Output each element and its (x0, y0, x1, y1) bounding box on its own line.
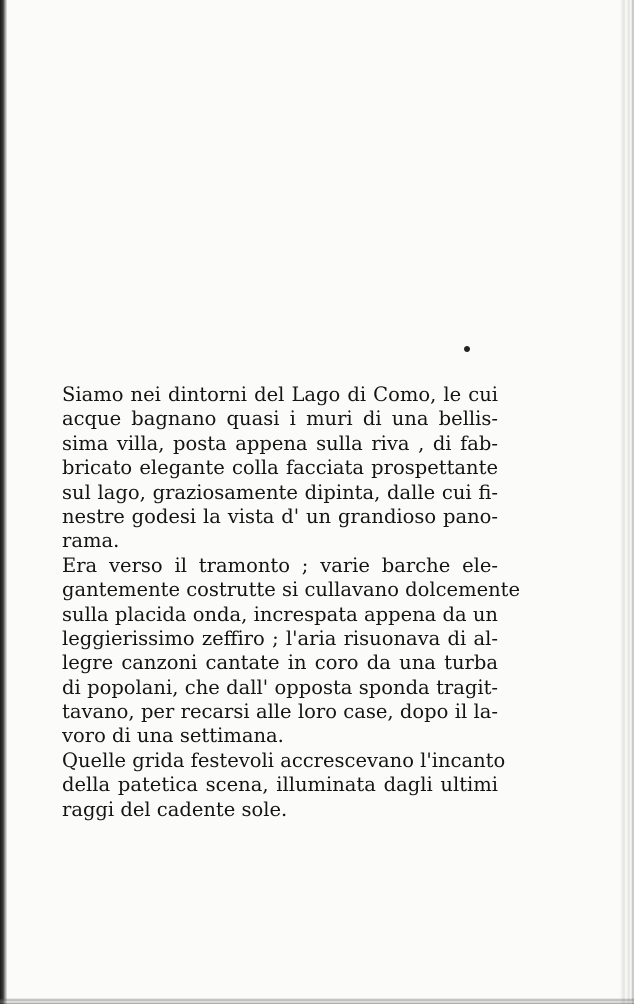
text-line: sul lago, graziosamente dipinta, dalle cui fi- (62, 480, 498, 504)
text-line: di popolani, che dall' opposta sponda tragit- (62, 675, 498, 699)
text-line: raggi del cadente sole. (62, 797, 288, 821)
text-line: sima villa, posta appena sulla riva , di fab- (62, 431, 498, 455)
text-line: sulla placida onda, increspata appena da un (62, 602, 498, 626)
text-line: Siamo nei dintorni del Lago di Como, le cui (62, 383, 498, 406)
text-line: voro di una settimana. (62, 724, 284, 748)
text-line: legre canzoni cantate in coro da una turba (62, 651, 498, 675)
text-line: leggierissimo zeffiro ; l'aria risuonava di al- (62, 626, 498, 650)
text-line: nestre godesi la vista d' un grandioso pano- (62, 504, 498, 528)
book-spine-edge (0, 0, 7, 1004)
paragraph-2 (62, 553, 521, 749)
page-right-edge (600, 0, 634, 1004)
page-bottom-edge (0, 994, 634, 1004)
text-line: gantemente costrutte si cullavano dolcemente (62, 578, 521, 602)
text-line: bricato elegante colla facciata prospettante (62, 456, 498, 480)
text-line: Era verso il tramonto ; varie barche ele- (62, 553, 498, 577)
text-line: acque bagnano quasi i muri di una bellis- (62, 407, 498, 431)
text-line: rama. (62, 529, 120, 553)
body-text (62, 383, 521, 822)
ink-dot (464, 346, 470, 352)
text-line: della patetica scena, illuminata dagli ultimi (62, 773, 498, 797)
paragraph-3 (62, 748, 506, 822)
text-line: Quelle grida festevoli accrescevano l'incanto (62, 748, 506, 772)
text-line: tavano, per recarsi alle loro case, dopo il la- (62, 700, 498, 724)
paragraph-1 (62, 383, 498, 554)
